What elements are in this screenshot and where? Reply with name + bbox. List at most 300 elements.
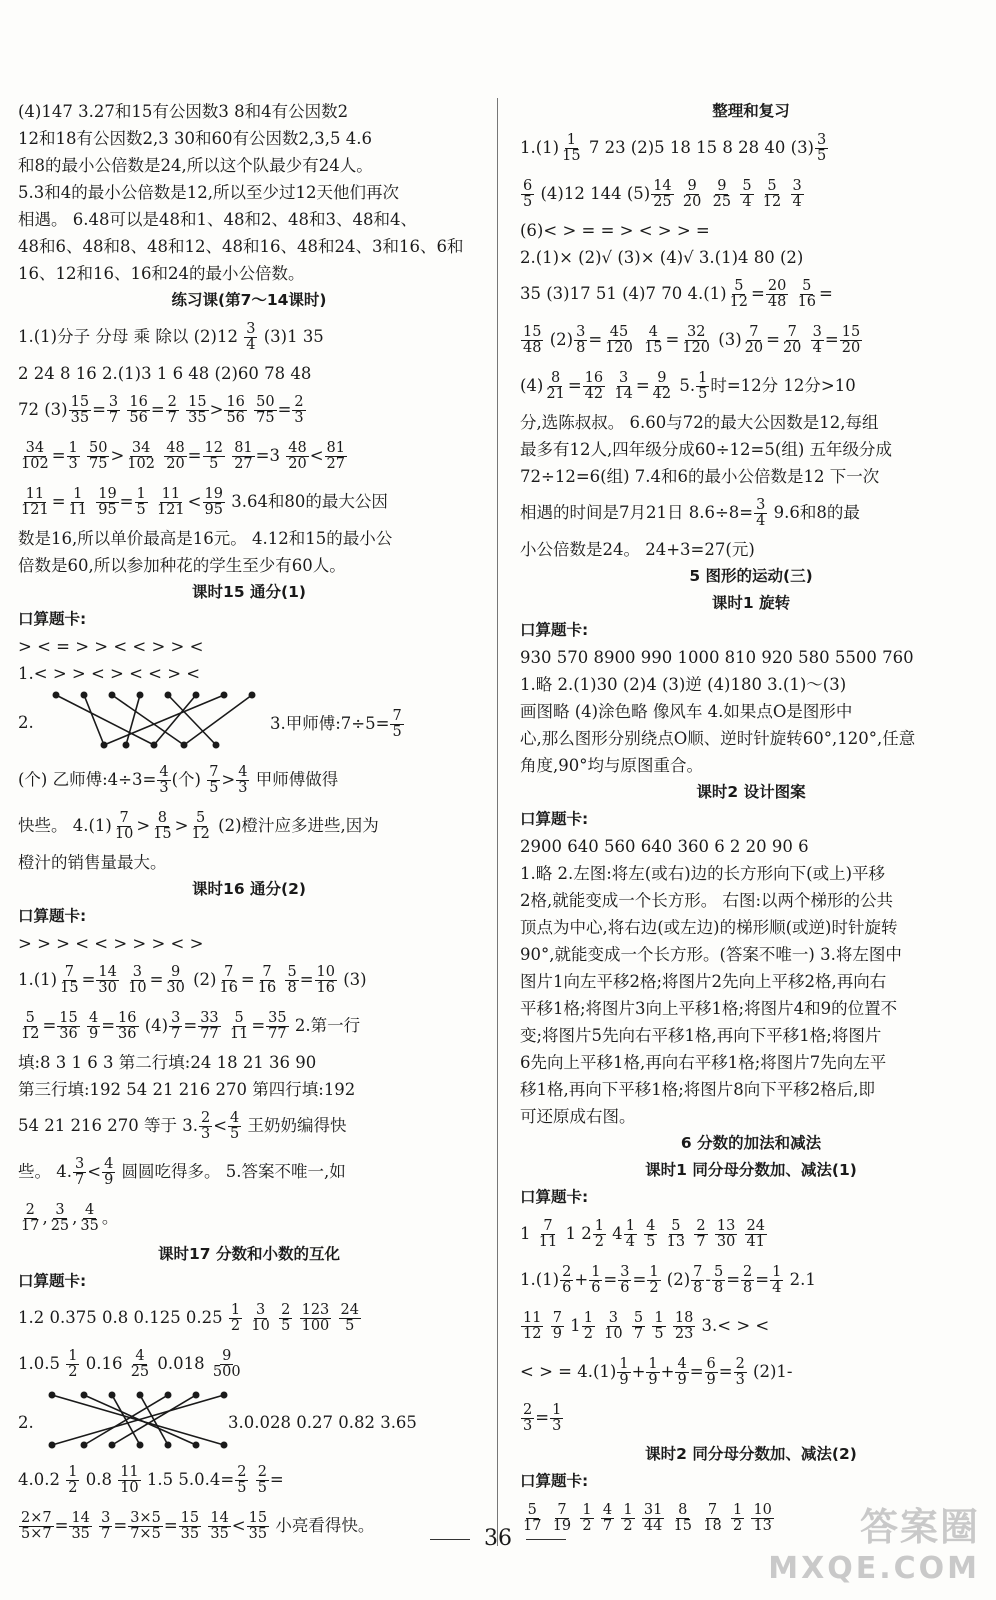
- answer-text: =: [751, 284, 765, 303]
- fraction: [285, 965, 298, 996]
- section-title: 5 图形的运动(三): [689, 567, 813, 585]
- matching-line: [184, 695, 252, 745]
- fraction-denominator: 8: [743, 1280, 753, 1296]
- fraction-numerator: 1: [732, 1501, 743, 1518]
- fraction-numerator: 5: [742, 177, 752, 194]
- answer-text: [180, 400, 185, 419]
- answer-text: (2)1-: [747, 1362, 793, 1381]
- fraction-numerator: 4: [159, 763, 169, 780]
- fraction-numerator: 4: [85, 1201, 95, 1218]
- fraction-numerator: 7: [119, 809, 129, 826]
- answer-text: (4): [520, 376, 544, 395]
- answer-line: 可还原成右图。: [520, 1107, 636, 1126]
- fraction-denominator: 42: [584, 386, 604, 402]
- matching-dot-top: [221, 1392, 228, 1399]
- fraction-denominator: 12: [729, 294, 749, 310]
- fraction-denominator: 120: [682, 340, 711, 356]
- answer-text: [709, 1224, 714, 1243]
- answer-line: 顶点为中心,将右边(或左边)的梯形顺(或逆)时针旋转: [520, 918, 898, 937]
- fraction: [593, 1219, 606, 1250]
- matching-dot-top: [109, 692, 116, 699]
- answer-line: > > > < < > > > < >: [18, 934, 204, 953]
- answer-text: [595, 1508, 600, 1527]
- answer-line: (4)147 3.27和15有公因数3 8和4有公因数2: [18, 102, 349, 121]
- answer-text: =: [726, 1270, 741, 1289]
- fraction-numerator: 4: [238, 763, 248, 780]
- answer-text: 小亮看得快。: [270, 1516, 375, 1535]
- fraction: [78, 1203, 100, 1234]
- fraction-denominator: 5: [281, 1318, 291, 1334]
- fraction-denominator: 12: [191, 826, 210, 842]
- oral-drill-label: 口算题卡:: [18, 1272, 87, 1290]
- answer-text: 1.2 0.375 0.8 0.125 0.25: [18, 1308, 228, 1327]
- section-title: 课时2 设计图案: [696, 783, 806, 801]
- answer-line: 6先向上平移1格,再向右平移1格;将图片7先向左平: [520, 1053, 887, 1072]
- fraction: [244, 322, 257, 353]
- answer-text: [121, 400, 126, 419]
- matching-dot-top: [49, 1392, 56, 1399]
- matching-dot-top: [165, 1392, 172, 1399]
- fraction-numerator: 16: [584, 369, 604, 386]
- fraction-numerator: 1: [591, 1263, 601, 1280]
- fraction-numerator: 1: [73, 485, 83, 502]
- answer-text: [804, 330, 809, 349]
- fraction: [589, 1265, 602, 1296]
- answer-text: [638, 1224, 643, 1243]
- fraction-numerator: 1: [698, 369, 708, 386]
- answer-line: 72÷12=6(组) 7.4和6的最小公倍数是12 下一次: [520, 467, 880, 486]
- answer-text: =: [240, 970, 255, 989]
- oral-drill-label: 口算题卡:: [18, 907, 87, 925]
- fraction-numerator: 50: [256, 393, 275, 410]
- fraction-numerator: 1: [136, 485, 146, 502]
- fraction-numerator: 2: [294, 393, 304, 410]
- fraction: [19, 487, 51, 518]
- answer-text: (2)橙汁应多进些,因为: [212, 816, 379, 835]
- answer-line-with-fractions: [18, 387, 480, 433]
- answer-text: 0.018: [152, 1354, 210, 1373]
- answer-text: (个) 乙师傅:4÷3=: [18, 770, 157, 789]
- answer-line-with-fractions: [18, 479, 480, 525]
- fraction-numerator: 1: [68, 1463, 78, 1480]
- answer-text: =: [632, 1270, 647, 1289]
- fraction-numerator: 3: [256, 1301, 266, 1318]
- answer-text: 3.0.028 0.27 0.82 3.65: [228, 1413, 417, 1432]
- fraction-numerator: 5: [25, 1009, 35, 1026]
- fraction-denominator: 42: [652, 386, 672, 402]
- answer-text: 1 2: [560, 1224, 592, 1243]
- fraction: [198, 1011, 220, 1042]
- fraction-denominator: 15: [644, 340, 663, 356]
- oral-drill-label: 口算题卡:: [520, 1472, 589, 1490]
- fraction: [521, 179, 534, 210]
- fraction: [107, 395, 120, 426]
- oral-drill-label: 口算题卡:: [18, 610, 87, 628]
- fraction: [266, 1011, 288, 1042]
- answer-text: 7 23 (2)5 18 15 8 28 40 (3): [583, 138, 814, 157]
- fraction-denominator: 23: [674, 1326, 694, 1342]
- fraction-numerator: 3: [132, 963, 142, 980]
- fraction-denominator: 30: [166, 980, 185, 996]
- fraction: [254, 395, 276, 426]
- fraction: [390, 709, 403, 740]
- answer-text: [665, 1508, 670, 1527]
- fraction: [680, 325, 712, 356]
- fraction-denominator: 5: [345, 1318, 355, 1334]
- fraction: [66, 1465, 79, 1496]
- fraction-denominator: 9: [706, 1372, 716, 1388]
- fraction-numerator: 3: [55, 1201, 65, 1218]
- fraction-numerator: 5: [196, 809, 206, 826]
- fraction-numerator: 5: [734, 277, 744, 294]
- answer-text: 4: [606, 1224, 623, 1243]
- matching-lines-diagram: [18, 1387, 258, 1457]
- fraction-numerator: 1: [566, 131, 576, 148]
- answer-text: [704, 184, 709, 203]
- answer-line-with-fractions: [18, 1103, 480, 1149]
- fraction-denominator: 5: [523, 194, 533, 210]
- fraction-denominator: 35: [210, 1526, 229, 1542]
- fraction: [169, 1011, 182, 1042]
- fraction: [781, 325, 803, 356]
- answer-text: 72 (3): [18, 400, 68, 419]
- fraction-denominator: 15: [562, 148, 581, 164]
- fraction-denominator: 2: [732, 1518, 743, 1534]
- fraction-numerator: 3: [792, 177, 802, 194]
- answer-text: [646, 1316, 651, 1335]
- fraction: [256, 1465, 269, 1496]
- fraction-numerator: 15: [188, 393, 207, 410]
- answer-text: (3)1 35: [258, 327, 324, 346]
- answer-line: 画图略 (4)涂色略 像风车 4.如果点O是图形中: [520, 702, 853, 721]
- fraction: [157, 765, 170, 796]
- fraction-numerator: 5: [527, 1501, 537, 1518]
- fraction-denominator: 25: [653, 194, 672, 210]
- fraction-denominator: 5: [392, 724, 402, 741]
- fraction-denominator: 25: [130, 1364, 150, 1380]
- fraction: [126, 965, 148, 996]
- answer-text: =: [150, 400, 165, 419]
- fraction: [224, 395, 246, 426]
- fraction-denominator: 5: [646, 1234, 656, 1250]
- fraction: [325, 441, 347, 472]
- fraction-denominator: 48: [767, 294, 787, 310]
- fraction: [521, 325, 543, 356]
- fraction: [236, 765, 249, 796]
- answer-text: 1.(1): [520, 1270, 560, 1289]
- fraction: [740, 179, 753, 210]
- fraction-denominator: 3: [735, 1372, 745, 1388]
- fraction: [69, 395, 91, 426]
- fraction-numerator: 20: [767, 277, 787, 294]
- answer-text: 54 21 216 270 等于 3.: [18, 1116, 198, 1135]
- matching-dot-top: [109, 1392, 116, 1399]
- answer-text: (3): [713, 330, 742, 349]
- answer-line: 2.(1)× (2)√ (3)× (4)√ 3.(1)4 80 (2): [520, 248, 804, 267]
- fraction: [770, 1265, 783, 1296]
- answer-line: 16、12和16、16和24的最小公倍数。: [18, 264, 305, 283]
- fraction-numerator: 11: [523, 1309, 542, 1326]
- answer-text: 1: [564, 1316, 581, 1335]
- answer-text: +: [574, 1270, 589, 1289]
- fraction-denominator: 8: [713, 1280, 724, 1296]
- matching-dot-top: [53, 692, 60, 699]
- answer-line-with-fractions: [520, 490, 982, 536]
- fraction: [166, 395, 179, 426]
- answer-text: 0.16: [80, 1354, 128, 1373]
- fraction: [155, 487, 187, 518]
- answer-line: 图片1向左平移2格;将图片2先向上平移2格,再向右: [520, 972, 887, 991]
- fraction: [96, 487, 118, 518]
- fraction-denominator: 11: [68, 502, 87, 518]
- fraction-denominator: 3: [523, 1418, 533, 1434]
- fraction: [603, 325, 635, 356]
- fraction-numerator: 16: [118, 1009, 137, 1026]
- answer-text: 些。 4.: [18, 1162, 72, 1181]
- answer-text: 35 (3)17 51 (4)7 70 4.(1): [520, 284, 727, 303]
- fraction-numerator: 4: [677, 1355, 687, 1372]
- fraction-numerator: 5: [767, 177, 777, 194]
- fraction: [550, 1403, 563, 1434]
- fraction-numerator: 2×7: [21, 1509, 52, 1526]
- answer-line-with-fractions: [520, 1303, 982, 1349]
- answer-text: =: [635, 376, 650, 395]
- answer-line: 90°,就能变成一个长方形。(答案不唯一) 3.将左图中: [520, 945, 902, 964]
- answer-line-with-fractions: [18, 757, 480, 803]
- fraction-denominator: 19: [552, 1518, 572, 1534]
- fraction-numerator: 81: [234, 439, 253, 456]
- fraction-numerator: 5: [287, 963, 297, 980]
- page-number-dash-right: [526, 1539, 566, 1540]
- answer-text: =: [824, 330, 839, 349]
- fraction-numerator: 2: [167, 393, 177, 410]
- fraction-denominator: 7: [171, 1026, 181, 1042]
- fraction-denominator: 20: [288, 456, 307, 472]
- fraction: [113, 811, 135, 842]
- answer-text: =: [665, 330, 680, 349]
- fraction-numerator: 3: [75, 1155, 85, 1172]
- fraction-numerator: 8: [550, 369, 561, 386]
- fraction: [673, 1311, 695, 1342]
- fraction: [574, 325, 587, 356]
- fraction: [228, 1111, 241, 1142]
- fraction-denominator: 2: [594, 1234, 604, 1250]
- fraction-denominator: 121: [21, 502, 49, 518]
- answer-text: =: [819, 284, 833, 303]
- answer-line-with-fractions: [18, 1003, 480, 1049]
- fraction-denominator: 3: [552, 1418, 562, 1434]
- answer-text: [243, 1308, 248, 1327]
- matching-dot-top: [81, 692, 88, 699]
- answer-text: [667, 1316, 672, 1335]
- fraction-denominator: 16: [797, 294, 817, 310]
- fraction-numerator: 48: [288, 439, 307, 456]
- answer-line: 1.略 2.(1)30 (2)4 (3)逆 (4)180 3.(1)～(3): [520, 675, 847, 694]
- answer-text: [725, 1508, 730, 1527]
- matching-dot-bottom: [81, 1442, 88, 1449]
- fraction-denominator: 2: [583, 1326, 593, 1342]
- fraction-denominator: 10: [251, 1318, 270, 1334]
- answer-text: [249, 1470, 254, 1489]
- answer-text: 快些。 4.(1): [18, 816, 112, 835]
- answer-text: 相遇的时间是7月21日 8.6÷8=: [520, 503, 754, 522]
- fraction: [87, 1011, 100, 1042]
- answer-line: 分,选陈叔叔。 6.60与72的最大公因数是12,每组: [520, 413, 879, 432]
- fraction: [189, 811, 211, 842]
- fraction-denominator: 36: [59, 1026, 78, 1042]
- fraction-denominator: 12: [762, 194, 782, 210]
- answer-text: <: [213, 1116, 228, 1135]
- answer-text: 2.第一行: [289, 1016, 361, 1035]
- answer-line: 和8的最小公倍数是24,所以这个队最少有24人。: [18, 156, 373, 175]
- fraction-numerator: 7: [749, 323, 759, 340]
- item-label: 2.: [18, 713, 34, 732]
- matching-dot-top: [221, 692, 228, 699]
- fraction: [232, 441, 254, 472]
- fraction-numerator: 3: [576, 323, 586, 340]
- fraction-denominator: 15: [60, 980, 79, 996]
- watermark-url: MXQE.COM: [768, 1551, 980, 1586]
- answer-line-with-fractions: [18, 433, 480, 479]
- fraction-denominator: 2: [68, 1480, 78, 1496]
- fraction-numerator: 16: [226, 393, 245, 410]
- answer-text: (3): [337, 970, 367, 989]
- fraction-numerator: 31: [643, 1501, 663, 1518]
- answer-text-group: [270, 709, 405, 740]
- answer-line-with-fractions: [18, 1457, 480, 1503]
- fraction-numerator: 34: [131, 439, 151, 456]
- answer-text: =: [54, 1516, 69, 1535]
- fraction-numerator: 19: [204, 485, 223, 502]
- fraction-numerator: 1: [594, 1217, 604, 1234]
- fraction-numerator: 2: [523, 1401, 533, 1418]
- answer-line: 平移1格;将图片3向上平移1格;将图片4和9的位置不: [520, 999, 898, 1018]
- matching-dot-top: [249, 692, 256, 699]
- matching-dot-bottom: [137, 1442, 144, 1449]
- fraction: [279, 1303, 292, 1334]
- answer-text: [658, 1224, 663, 1243]
- fraction: [229, 1303, 242, 1334]
- fraction: [582, 1311, 595, 1342]
- fraction: [58, 965, 80, 996]
- fraction-numerator: 14: [653, 177, 672, 194]
- fraction: [164, 441, 186, 472]
- right-answer-column: [520, 98, 982, 1541]
- fraction-denominator: 7: [75, 1172, 85, 1188]
- fraction: [560, 1265, 573, 1296]
- fraction-denominator: 121: [156, 502, 185, 518]
- fraction-numerator: 34: [25, 439, 45, 456]
- answer-text: 9.6和8的最: [768, 503, 860, 522]
- answer-text: =: [567, 376, 582, 395]
- fraction-denominator: 27: [326, 456, 345, 472]
- fraction: [675, 1357, 688, 1388]
- answer-text: [596, 1316, 601, 1335]
- fraction-numerator: 2: [237, 1463, 247, 1480]
- answer-text: =: [299, 970, 314, 989]
- fraction-numerator: 3: [101, 1509, 111, 1526]
- fraction-numerator: 2: [696, 1217, 706, 1234]
- fraction-denominator: 5: [237, 1480, 247, 1496]
- fraction-numerator: 7: [262, 963, 272, 980]
- fraction-denominator: 20: [744, 340, 764, 356]
- fraction-denominator: 5: [230, 1126, 240, 1142]
- fraction-numerator: 2: [743, 1263, 753, 1280]
- fraction-denominator: 7: [602, 1518, 613, 1534]
- fraction-numerator: 3: [618, 369, 629, 386]
- fraction-numerator: 32: [686, 323, 706, 340]
- matching-dot-bottom: [101, 742, 108, 749]
- answer-line: 橙汁的销售量最大。: [18, 853, 167, 872]
- fraction-numerator: 3: [812, 323, 822, 340]
- answer-text: [606, 376, 611, 395]
- fraction: [102, 1157, 115, 1188]
- answer-text: 时=12分 12分>10: [710, 376, 856, 395]
- fraction-numerator: 4: [230, 1109, 240, 1126]
- fraction: [127, 395, 149, 426]
- fraction-denominator: 14: [614, 386, 633, 402]
- fraction-denominator: 9: [552, 1326, 562, 1342]
- fraction-numerator: 4: [135, 1347, 145, 1364]
- section-title: 课时1 旋转: [711, 594, 791, 612]
- fraction-denominator: 7: [101, 1526, 111, 1542]
- fraction-numerator: 13: [716, 1217, 736, 1234]
- fraction-numerator: 1: [649, 1263, 659, 1280]
- fraction-denominator: 5: [817, 148, 827, 164]
- fraction-denominator: 6: [591, 1280, 601, 1296]
- fraction-numerator: 1: [625, 1217, 635, 1234]
- fraction-denominator: 5: [257, 1480, 267, 1496]
- answer-text: (2): [187, 970, 217, 989]
- fraction: [96, 965, 118, 996]
- answer-text: 0.8: [80, 1470, 118, 1489]
- fraction: [728, 279, 750, 310]
- fraction-denominator: 10: [604, 1326, 623, 1342]
- answer-text: 1.5 5.0.4=: [141, 1470, 235, 1489]
- answer-text: [636, 1508, 641, 1527]
- fraction-denominator: 13: [753, 1518, 772, 1534]
- fraction-denominator: 95: [204, 502, 223, 518]
- answer-text: <: [309, 446, 324, 465]
- fraction-numerator: 48: [166, 439, 185, 456]
- fraction: [617, 1357, 630, 1388]
- fraction-denominator: 44: [643, 1518, 663, 1534]
- fraction-numerator: 4: [88, 1009, 99, 1026]
- fraction-denominator: 8: [576, 340, 586, 356]
- answer-text: 3.甲师傅:7÷5=: [270, 714, 390, 734]
- fraction-denominator: 20: [166, 456, 185, 472]
- fraction-denominator: 2: [230, 1318, 241, 1334]
- answer-text: [81, 1016, 86, 1035]
- fraction-numerator: 5: [713, 1263, 724, 1280]
- answer-text: [675, 184, 680, 203]
- answer-text: [615, 1508, 620, 1527]
- section-title: 整理和复习: [712, 102, 790, 120]
- fraction-numerator: 6: [523, 177, 533, 194]
- fraction-numerator: 11: [161, 485, 181, 502]
- fraction: [49, 1203, 71, 1234]
- fraction-denominator: 2: [623, 1518, 633, 1534]
- answer-text: [789, 284, 794, 303]
- answer-text: 王奶奶编得快: [242, 1116, 347, 1135]
- fraction-denominator: 7: [108, 410, 119, 426]
- item-label: 2.: [18, 1413, 34, 1432]
- answer-text: 4.0.2: [18, 1470, 66, 1489]
- fraction-denominator: 4: [772, 1280, 782, 1296]
- fraction: [696, 371, 709, 402]
- fraction-numerator: 6: [706, 1355, 716, 1372]
- fraction-denominator: 9: [677, 1372, 687, 1388]
